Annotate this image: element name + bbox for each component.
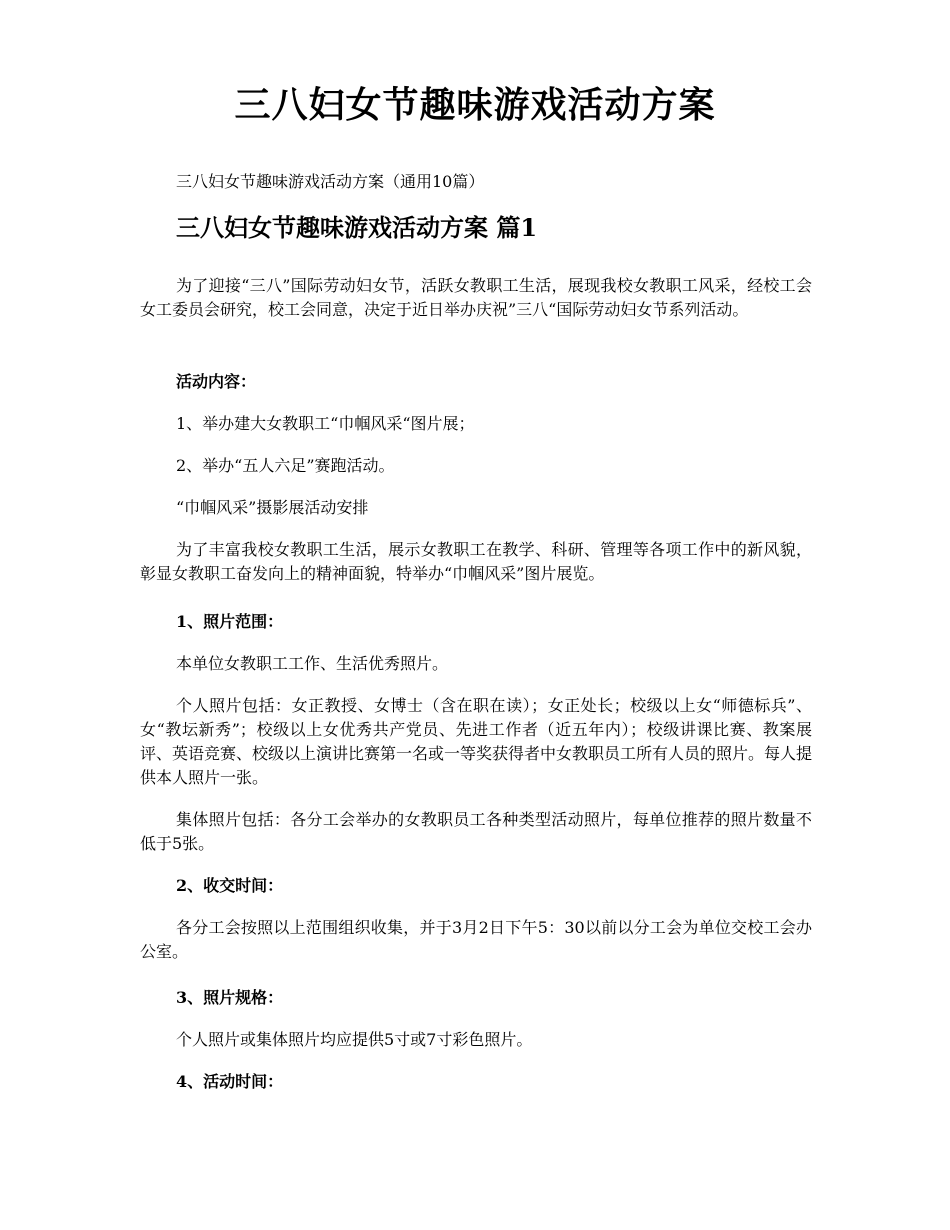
photo-scope-paragraph: 本单位女教职工工作、生活优秀照片。 xyxy=(176,654,449,673)
activity-item-2: 2、举办“五人六足”赛跑活动。 xyxy=(176,456,395,475)
exhibition-arrangement-heading: “巾帼风采”摄影展活动安排 xyxy=(176,498,369,517)
activity-item-1: 1、举办建大女教职工“巾帼风采“图片展； xyxy=(176,414,475,433)
section-heading: 三八妇女节趣味游戏活动方案 篇1 xyxy=(176,213,538,242)
group-photos-paragraph: 集体照片包括：各分工会举办的女教职员工各种类型活动照片，每单位推荐的照片数量不低于5张。 xyxy=(140,810,812,853)
photo-scope-heading: 1、照片范围： xyxy=(176,612,284,631)
submission-time-heading: 2、收交时间： xyxy=(176,876,284,895)
document-title: 三八妇女节趣味游戏活动方案 xyxy=(234,84,716,126)
submission-time-paragraph: 各分工会按照以上范围组织收集，并于3月2日下午5：30以前以分工会为单位交校工会办公室。 xyxy=(140,918,812,961)
personal-photos-paragraph: 个人照片包括：女正教授、女博士（含在职在读）；女正处长；校级以上女“师德标兵”、女“教坛新秀”；校级以上女优秀共产党员、先进工作者（近五年内）；校级讲课比赛、教案展评、英语竞赛、校级以上演讲比赛第一名或一等奖获得者中女教职员工所有人员的照片。每人提供本人照片一张。 xyxy=(140,696,813,787)
document-subtitle: 三八妇女节趣味游戏活动方案（通用10篇） xyxy=(176,172,485,191)
intro-paragraph: 为了迎接“三八”国际劳动妇女节，活跃女教职工生活，展现我校女教职工风采，经校工会女工委员会研究，校工会同意，决定于近日举办庆祝”三八“国际劳动妇女节系列活动。 xyxy=(140,276,812,319)
activity-time-heading: 4、活动时间： xyxy=(176,1072,284,1091)
exhibition-purpose-paragraph: 为了丰富我校女教职工生活，展示女教职工在教学、科研、管理等各项工作中的新风貌，彰显女教职工奋发向上的精神面貌，特举办“巾帼风采”图片展览。 xyxy=(140,540,812,583)
photo-spec-heading: 3、照片规格： xyxy=(176,988,284,1007)
photo-spec-paragraph: 个人照片或集体照片均应提供5寸或7寸彩色照片。 xyxy=(176,1030,533,1049)
activity-content-heading: 活动内容： xyxy=(176,372,257,391)
